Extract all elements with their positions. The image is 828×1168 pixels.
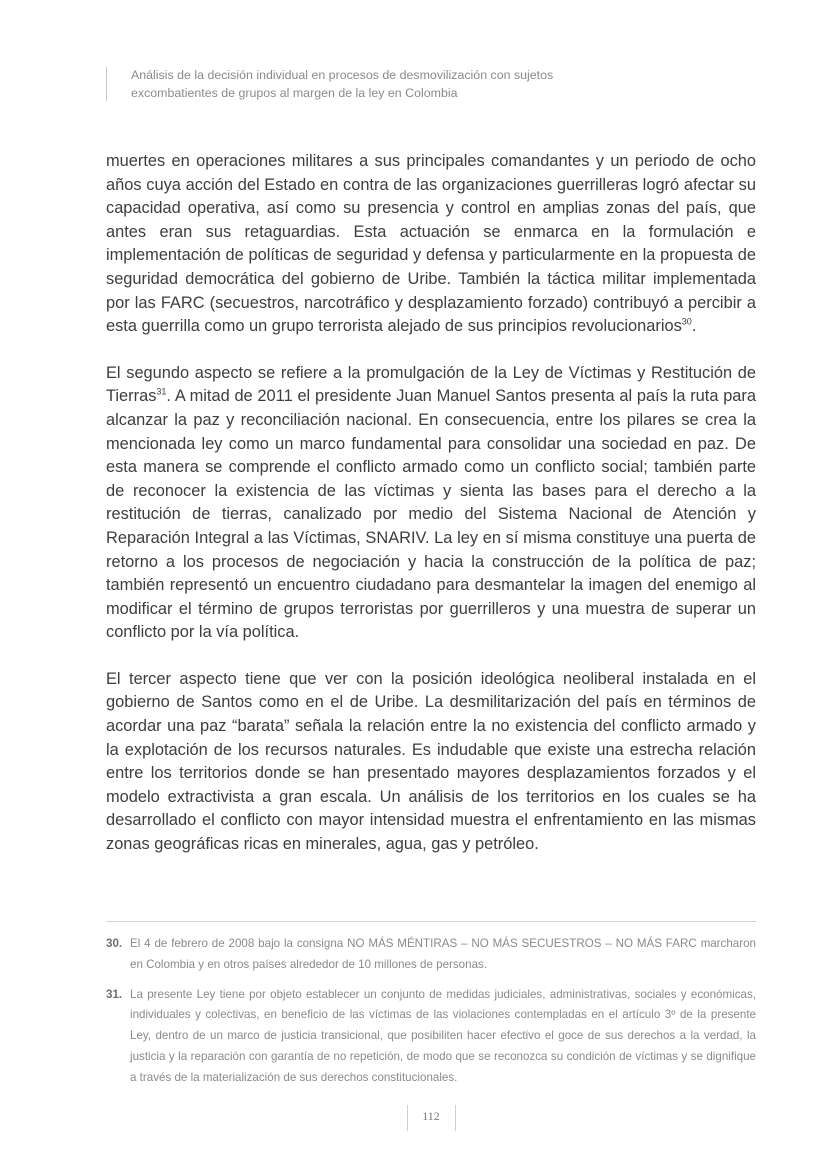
- paragraph-1-end: .: [691, 317, 697, 336]
- footnote-31: [106, 985, 756, 1089]
- paragraph-2: [106, 362, 756, 645]
- body-text: [106, 150, 756, 880]
- paragraph-1: [106, 150, 756, 339]
- footnote-number: 30.: [106, 937, 123, 950]
- footnote-ref-31[interactable]: 31: [156, 386, 167, 397]
- footnote-text: La presente Ley tiene por objeto establecer un conjunto de medidas judiciales, administrativas, sociales y económicas, individuales y colectivas, en beneficio de las víctimas de las violaciones contempladas en el artículo 3º de la presente Ley, dentro de un marco de justicia transicional, que posibiliten hacer efectivo el goce de sus derechos a la verdad, la justicia y la reparación con garantía de no repetición, de modo que se reconozca su condición de víctimas y se dignifique a través de la materialización de sus derechos constitucionales.: [130, 987, 756, 1084]
- header-line-1: Análisis de la decisión individual en procesos de desmovilización con sujetos: [131, 68, 554, 82]
- header-line-2: excombatientes de grupos al margen de la ley en Colombia: [131, 86, 458, 100]
- footnotes: [106, 934, 756, 1098]
- paragraph-1-text: muertes en operaciones militares a sus principales comandantes y un periodo de ocho años cuya acción del Estado en contra de las organizaciones guerrilleras logró afectar su capacidad operativa, así como su presencia y control en amplias zonas del país, que antes eran sus retaguardias. Esta actuación se enmarca en la formulación e implementación de políticas de seguridad y defensa y particularmente en la propuesta de seguridad democrática del gobierno de Uribe. También la táctica militar implementada por las FARC (secuestros, narcotráfico y desplazamiento forzado) contribuyó a percibir a esta guerrilla como un grupo terrorista alejado de sus principios revolucionarios: [106, 152, 756, 336]
- header-divider: [106, 67, 107, 101]
- footnote-divider: [106, 921, 756, 922]
- paragraph-2-start: El segundo aspecto se refiere a la promulgación de la Ley de Víctimas y Restitución de Tierras: [106, 363, 756, 406]
- page-number-rule-right: [455, 1105, 456, 1131]
- footnote-ref-30[interactable]: 30: [681, 316, 692, 327]
- running-header: [131, 66, 651, 102]
- footnote-30: [106, 934, 756, 976]
- footnote-number: 31.: [106, 987, 123, 1001]
- paragraph-3: El tercer aspecto tiene que ver con la posición ideológica neoliberal instalada en el gobierno de Santos como en el de Uribe. La desmilitarización del país en términos de acordar una paz “barata” señala la relación entre la no existencia del conflicto armado y la explotación de los recursos naturales. Es indudable que existe una estrecha relación entre los territorios donde se han presentado mayores desplazamientos forzados y el modelo extractivista a gran escala. Un análisis de los territorios en los cuales se ha desarrollado el conflicto con mayor intensidad muestra el enfrentamiento en las mismas zonas geográficas ricas en minerales, agua, gas y petróleo.: [106, 669, 756, 854]
- footnote-text: El 4 de febrero de 2008 bajo la consigna NO MÁS MÉNTIRAS – NO MÁS SECUESTROS – NO MÁS FARC marcharon en Colombia y en otros países alrededor de 10 millones de personas.: [130, 937, 756, 971]
- page-number: 112: [422, 1109, 440, 1123]
- paragraph-2-rest: . A mitad de 2011 el presidente Juan Manuel Santos presenta al país la ruta para alcanzar la paz y reconciliación nacional. En consecuencia, entre los pilares se crea la mencionada ley como un marco fundamental para consolidar una sociedad en paz. De esta manera se comprende el conflicto armado como un conflicto social; también parte de reconocer la existencia de las víctimas y sienta las bases para el derecho a la restitución de tierras, canalizado por medio del Sistema Nacional de Atención y Reparación Integral a las Víctimas, SNARIV. La ley en sí misma constituye una puerta de retorno a los procesos de negociación y hacia la construcción de la política de paz; también representó un encuentro ciudadano para desmantelar la imagen del enemigo al modificar el término de grupos terroristas por guerrilleros y una muestra de superar un conflicto por la vía política.: [106, 387, 756, 642]
